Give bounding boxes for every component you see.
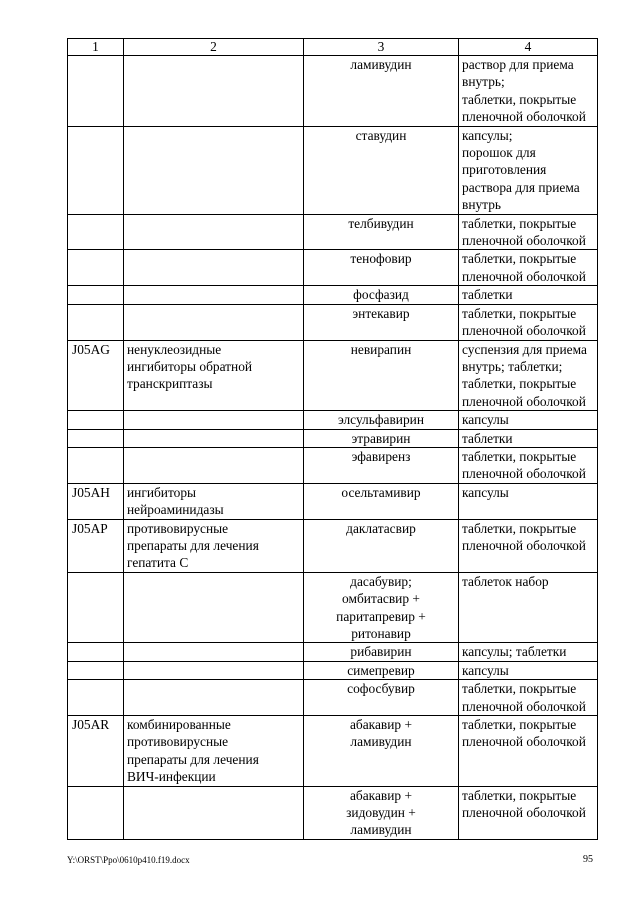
footer-file-path: Y:\ORST\Ppo\0610p410.f19.docx [67,855,190,865]
table-row [68,643,598,661]
atc-code-cell [68,126,124,214]
atc-code-cell: J05AR [68,716,124,787]
drug-table [67,38,598,840]
dosage-form-cell: суспензия для приема внутрь; таблетки; таблетки, покрытые пленочной оболочкой [459,340,598,411]
dosage-form-cell: таблетки [459,429,598,447]
drug-name-cell: даклатасвир [304,519,459,572]
atc-code-cell [68,56,124,127]
atc-code-cell: J05AH [68,483,124,519]
drug-name-cell: ставудин [304,126,459,214]
dosage-form-cell: таблетки [459,286,598,304]
table-row [68,483,598,519]
dosage-form-cell: капсулы; таблетки [459,643,598,661]
dosage-form-cell: капсулы; порошок для приготовления раствора для приема внутрь [459,126,598,214]
drug-name-cell: софосбувир [304,680,459,716]
drug-name-cell: этравирин [304,429,459,447]
header-cell-1: 1 [68,39,124,56]
table-row [68,716,598,787]
group-name-cell [124,304,304,340]
table-row [68,786,598,839]
table-row [68,340,598,411]
table-row [68,447,598,483]
atc-code-cell [68,411,124,429]
dosage-form-cell: таблетки, покрытые пленочной оболочкой [459,250,598,286]
table-row [68,286,598,304]
drug-name-cell: симепревир [304,661,459,679]
table-row [68,214,598,250]
page-number: 95 [583,854,593,865]
atc-code-cell [68,286,124,304]
group-name-cell [124,572,304,643]
group-name-cell: противовирусные препараты для лечения гепатита С [124,519,304,572]
dosage-form-cell: таблетки, покрытые пленочной оболочкой [459,447,598,483]
group-name-cell: ингибиторы нейроаминидазы [124,483,304,519]
drug-name-cell: элсульфавирин [304,411,459,429]
header-row [68,39,598,56]
dosage-form-cell: таблетки, покрытые пленочной оболочкой [459,519,598,572]
atc-code-cell [68,661,124,679]
dosage-form-cell: таблетки, покрытые пленочной оболочкой [459,214,598,250]
atc-code-cell: J05AP [68,519,124,572]
drug-name-cell: тенофовир [304,250,459,286]
drug-name-cell: ламивудин [304,56,459,127]
group-name-cell [124,680,304,716]
table-row [68,519,598,572]
atc-code-cell [68,572,124,643]
table-row [68,572,598,643]
table-row [68,250,598,286]
atc-code-cell [68,214,124,250]
atc-code-cell [68,429,124,447]
table-body [68,39,598,840]
drug-name-cell: энтекавир [304,304,459,340]
drug-name-cell: абакавир + ламивудин [304,716,459,787]
table-row [68,680,598,716]
dosage-form-cell: раствор для приема внутрь; таблетки, покрытые пленочной оболочкой [459,56,598,127]
drug-name-cell: рибавирин [304,643,459,661]
header-cell-3: 3 [304,39,459,56]
drug-name-cell: абакавир + зидовудин + ламивудин [304,786,459,839]
atc-code-cell [68,250,124,286]
atc-code-cell [68,680,124,716]
table-row [68,661,598,679]
dosage-form-cell: таблетки, покрытые пленочной оболочкой [459,786,598,839]
dosage-form-cell: капсулы [459,661,598,679]
drug-name-cell: дасабувир; омбитасвир + паритапревир + ритонавир [304,572,459,643]
dosage-form-cell: капсулы [459,483,598,519]
group-name-cell [124,661,304,679]
dosage-form-cell: таблеток набор [459,572,598,643]
group-name-cell: комбинированные противовирусные препараты для лечения ВИЧ-инфекции [124,716,304,787]
group-name-cell [124,643,304,661]
group-name-cell [124,447,304,483]
group-name-cell [124,411,304,429]
atc-code-cell: J05AG [68,340,124,411]
dosage-form-cell: таблетки, покрытые пленочной оболочкой [459,304,598,340]
table-row [68,411,598,429]
atc-code-cell [68,304,124,340]
group-name-cell: ненуклеозидные ингибиторы обратной транскриптазы [124,340,304,411]
dosage-form-cell: таблетки, покрытые пленочной оболочкой [459,680,598,716]
header-cell-4: 4 [459,39,598,56]
group-name-cell [124,286,304,304]
group-name-cell [124,250,304,286]
atc-code-cell [68,643,124,661]
group-name-cell [124,214,304,250]
table-row [68,126,598,214]
drug-name-cell: эфавиренз [304,447,459,483]
drug-name-cell: телбивудин [304,214,459,250]
table-row [68,429,598,447]
header-cell-2: 2 [124,39,304,56]
group-name-cell [124,786,304,839]
drug-name-cell: фосфазид [304,286,459,304]
drug-name-cell: осельтамивир [304,483,459,519]
group-name-cell [124,429,304,447]
drug-name-cell: невирапин [304,340,459,411]
atc-code-cell [68,447,124,483]
group-name-cell [124,126,304,214]
atc-code-cell [68,786,124,839]
table-row [68,56,598,127]
dosage-form-cell: таблетки, покрытые пленочной оболочкой [459,716,598,787]
dosage-form-cell: капсулы [459,411,598,429]
table-row [68,304,598,340]
group-name-cell [124,56,304,127]
